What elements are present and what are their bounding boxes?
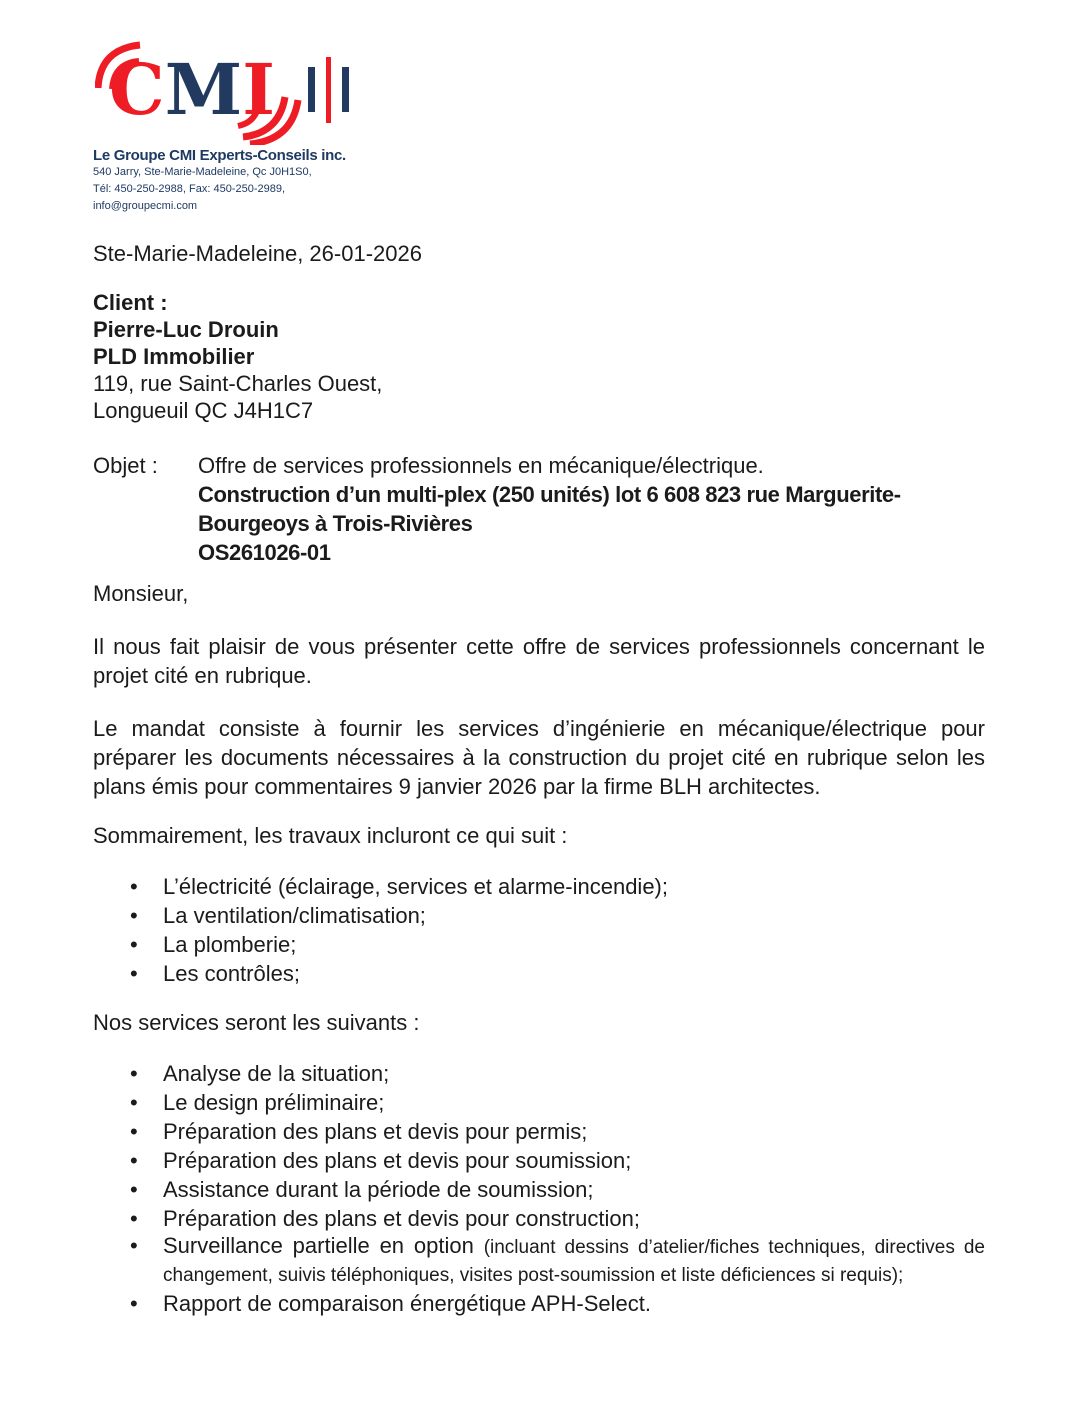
work-item-plumbing: La plomberie; xyxy=(163,932,297,957)
service-item-bid-assist: Assistance durant la période de soumission; xyxy=(163,1177,594,1202)
client-address-city: Longueuil QC J4H1C7 xyxy=(93,398,314,423)
bullet-icon: • xyxy=(130,1233,138,1258)
list-item xyxy=(130,1175,985,1204)
list-item xyxy=(130,1204,985,1233)
logo-letters: CMI xyxy=(109,48,275,131)
bullet-icon: • xyxy=(130,1090,138,1115)
service-item-design: Le design préliminaire; xyxy=(163,1090,385,1115)
service-item-surveillance xyxy=(163,1233,985,1289)
cmi-logo xyxy=(95,40,355,145)
service-item-analysis: Analyse de la situation; xyxy=(163,1061,390,1086)
bullet-icon: • xyxy=(130,1177,138,1202)
subject-line-project xyxy=(198,480,985,538)
bullet-icon: • xyxy=(130,1291,138,1316)
service-item-energy-report: Rapport de comparaison énergétique APH-Select. xyxy=(163,1291,651,1316)
service-item-bid-plans: Préparation des plans et devis pour soumission; xyxy=(163,1148,632,1173)
letter-body xyxy=(93,239,985,1318)
subject-text xyxy=(198,451,985,567)
letterhead xyxy=(93,40,355,215)
subject-project-part2: Bourgeoys à Trois-Rivières xyxy=(198,511,473,536)
bullet-icon: • xyxy=(130,1119,138,1144)
list-item xyxy=(130,1146,985,1175)
list-item xyxy=(130,1059,985,1088)
subject-reference-number: OS261026-01 xyxy=(198,540,331,565)
work-list xyxy=(93,872,985,988)
paragraph-intro: Il nous fait plaisir de vous présenter cette offre de services professionnels concernant le projet cité en rubrique. xyxy=(93,634,985,688)
company-address: 540 Jarry, Ste-Marie-Madeleine, Qc J0H1S0, xyxy=(93,166,312,178)
subject-project-part1: Construction d’un multi-plex (250 unités) lot 6 608 823 rue Marguerite- xyxy=(198,482,901,507)
salutation: Monsieur, xyxy=(93,581,189,606)
work-item-controls: Les contrôles; xyxy=(163,961,300,986)
client-company: PLD Immobilier xyxy=(93,344,255,369)
subject-line-services: Offre de services professionnels en mécanique/électrique. xyxy=(198,453,764,478)
client-block xyxy=(93,289,985,424)
service-item-permit-plans: Préparation des plans et devis pour permis; xyxy=(163,1119,588,1144)
work-list-intro: Sommairement, les travaux incluront ce qui suit : xyxy=(93,823,568,848)
work-item-electricity: L’électricité (éclairage, services et alarme-incendie); xyxy=(163,874,668,899)
bullet-icon: • xyxy=(130,961,138,986)
list-item xyxy=(130,901,985,930)
bullet-icon: • xyxy=(130,903,138,928)
company-name: Le Groupe CMI Experts-Conseils inc. xyxy=(93,147,346,164)
surveillance-main: Surveillance partielle en option xyxy=(163,1233,484,1258)
logo-bar-navy-right xyxy=(342,67,349,112)
logo-bar-red xyxy=(326,57,331,123)
company-phone-fax: Tél: 450-250-2988, Fax: 450-250-2989, xyxy=(93,183,286,195)
client-label: Client : xyxy=(93,290,168,315)
services-list xyxy=(93,1059,985,1318)
list-item xyxy=(130,1088,985,1117)
services-list-intro: Nos services seront les suivants : xyxy=(93,1010,420,1035)
bullet-icon: • xyxy=(130,1148,138,1173)
work-item-ventilation: La ventilation/climatisation; xyxy=(163,903,426,928)
bullet-icon: • xyxy=(130,1206,138,1231)
list-item xyxy=(130,1289,985,1318)
client-name: Pierre-Luc Drouin xyxy=(93,317,279,342)
bullet-icon: • xyxy=(130,874,138,899)
list-item xyxy=(130,959,985,988)
surveillance-detail: (incluant dessins d’atelier/fiches techniques, directives de changement, suivis téléphoniques, visites post-soumission et liste déficiences si requis); xyxy=(163,1237,985,1286)
list-item xyxy=(130,1233,985,1289)
company-email: info@groupecmi.com xyxy=(93,200,198,212)
list-item xyxy=(130,872,985,901)
client-address-street: 119, rue Saint-Charles Ouest, xyxy=(93,371,383,396)
service-item-construction: Préparation des plans et devis pour construction; xyxy=(163,1206,640,1231)
bullet-icon: • xyxy=(130,1061,138,1086)
paragraph-mandat: Le mandat consiste à fournir les services d’ingénierie en mécanique/électrique pour préparer les documents nécessaires à la construction du projet cité en rubrique selon les plans émis pour commentaires 9 janvier 2026 par la firme BLH architectes. xyxy=(93,716,985,799)
subject-label: Objet : xyxy=(93,453,158,478)
list-item xyxy=(130,930,985,959)
logo-bar-navy-left xyxy=(308,67,315,112)
subject-block xyxy=(93,451,985,567)
bullet-icon: • xyxy=(130,932,138,957)
list-item xyxy=(130,1117,985,1146)
date-line: Ste-Marie-Madeleine, 26-01-2026 xyxy=(93,241,422,266)
